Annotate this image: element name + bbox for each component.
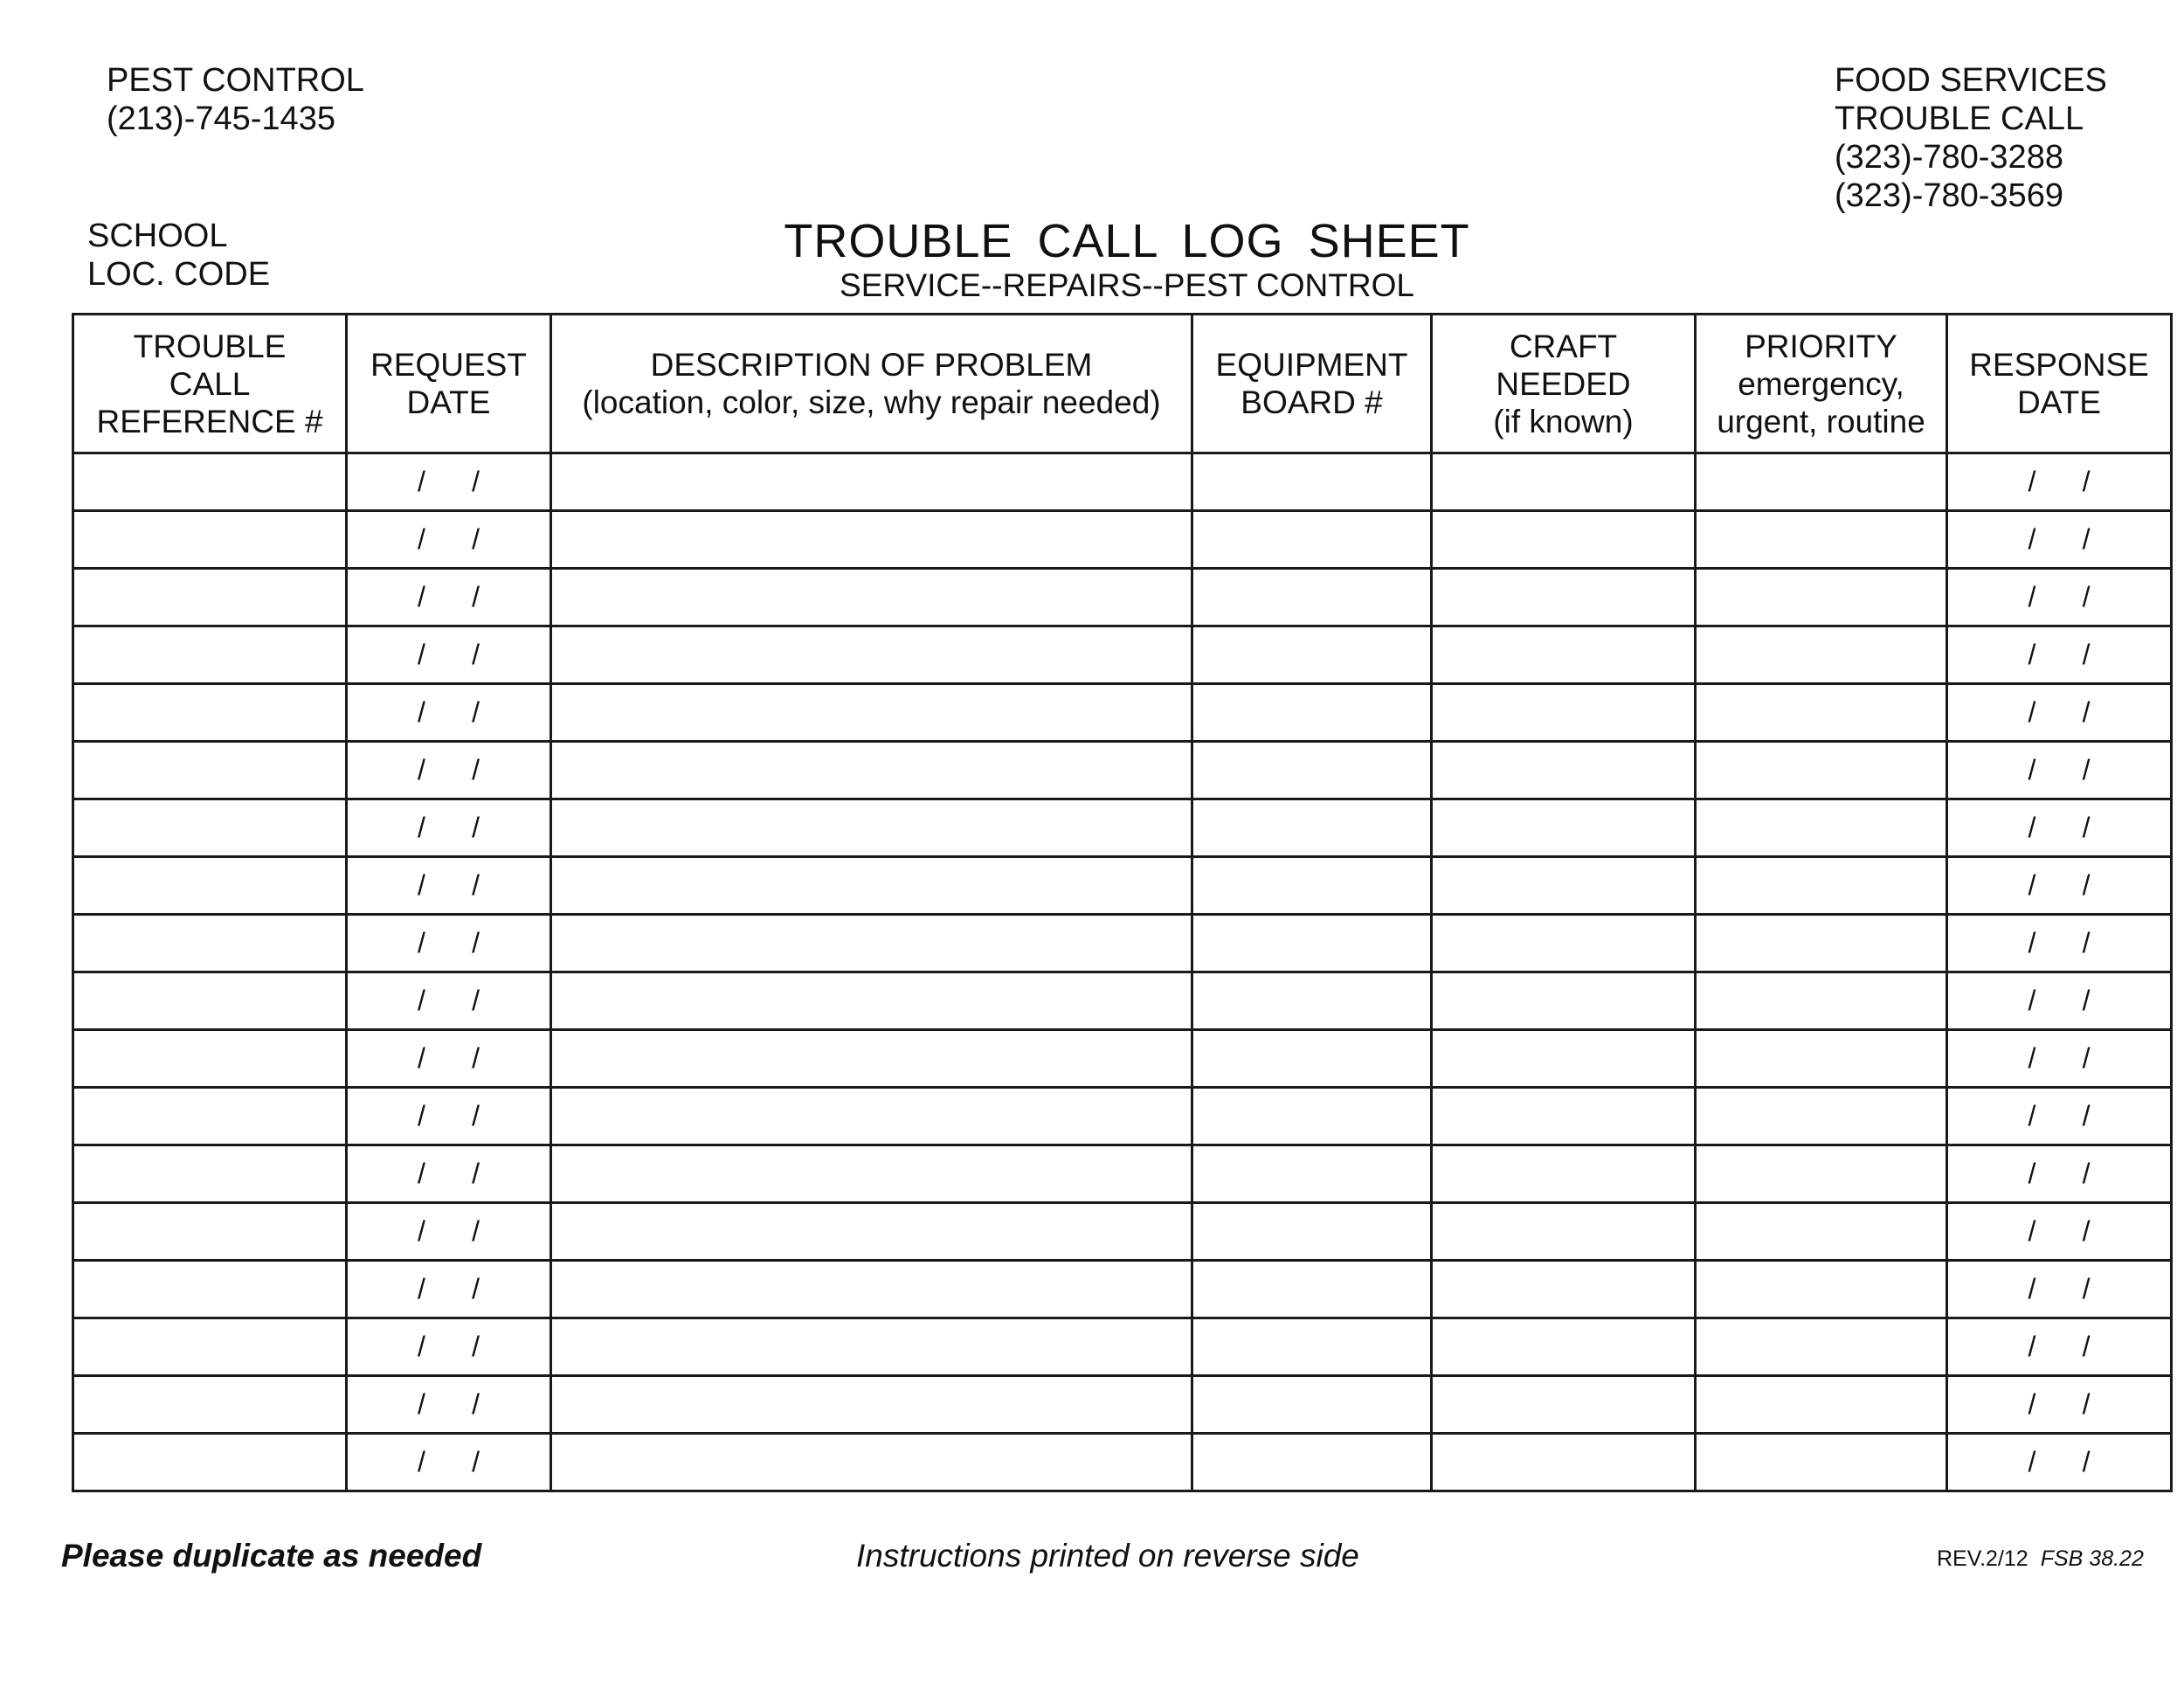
reference-cell[interactable]: [73, 1145, 347, 1203]
page-subtitle: SERVICE--REPAIRS--PEST CONTROL: [840, 267, 1414, 303]
description-cell[interactable]: [551, 742, 1192, 799]
date-slashes: / /: [417, 1158, 480, 1189]
reference-cell[interactable]: [73, 1203, 347, 1261]
priority-cell[interactable]: [1696, 511, 1947, 569]
table-row: [73, 1318, 2172, 1376]
response-date-cell[interactable]: [1947, 857, 2172, 915]
date-slashes: / /: [2028, 1331, 2091, 1362]
date-slashes: / /: [417, 754, 480, 785]
craft-needed-cell[interactable]: [1432, 569, 1696, 626]
log-table-body: [73, 453, 2172, 1491]
table-row: [73, 684, 2172, 742]
response-date-cell[interactable]: [1947, 1261, 2172, 1318]
description-cell[interactable]: [551, 1030, 1192, 1088]
date-slashes: / /: [2028, 1273, 2091, 1304]
equipment-board-cell[interactable]: [1192, 1088, 1432, 1145]
request-date-cell[interactable]: [347, 1318, 551, 1376]
table-row: [73, 1203, 2172, 1261]
column-header-line: DESCRIPTION OF PROBLEM: [650, 347, 1093, 383]
date-slashes: / /: [2028, 581, 2091, 612]
reference-cell[interactable]: [73, 684, 347, 742]
food-services-phone-1: (323)-780-3288: [1835, 139, 2063, 176]
table-row: [73, 1376, 2172, 1434]
response-date-cell[interactable]: [1947, 453, 2172, 511]
priority-cell[interactable]: [1696, 453, 1947, 511]
column-header-priority: [1696, 315, 1947, 453]
duplicate-note: Please duplicate as needed: [61, 1538, 482, 1574]
reference-cell[interactable]: [73, 569, 347, 626]
equipment-board-cell[interactable]: [1192, 1318, 1432, 1376]
craft-needed-cell[interactable]: [1432, 626, 1696, 684]
equipment-board-cell[interactable]: [1192, 915, 1432, 972]
description-cell[interactable]: [551, 1318, 1192, 1376]
response-date-cell[interactable]: [1947, 1203, 2172, 1261]
craft-needed-cell[interactable]: [1432, 1088, 1696, 1145]
column-header-line: PRIORITY: [1745, 328, 1897, 364]
table-row: [73, 972, 2172, 1030]
request-date-cell[interactable]: [347, 569, 551, 626]
craft-needed-cell[interactable]: [1432, 1434, 1696, 1491]
date-slashes: / /: [2028, 869, 2091, 901]
column-header-line: CRAFT: [1509, 328, 1618, 364]
table-row: [73, 1261, 2172, 1318]
priority-cell[interactable]: [1696, 1261, 1947, 1318]
request-date-cell[interactable]: [347, 1145, 551, 1203]
response-date-cell[interactable]: [1947, 511, 2172, 569]
request-date-cell[interactable]: [347, 1030, 551, 1088]
request-date-cell[interactable]: [347, 1261, 551, 1318]
table-row: [73, 742, 2172, 799]
equipment-board-cell[interactable]: [1192, 857, 1432, 915]
reference-cell[interactable]: [73, 915, 347, 972]
response-date-cell[interactable]: [1947, 626, 2172, 684]
date-slashes: / /: [417, 985, 480, 1016]
column-header-reference: [73, 315, 347, 453]
table-row: [73, 857, 2172, 915]
table-row: [73, 511, 2172, 569]
date-slashes: / /: [2028, 812, 2091, 843]
reference-cell[interactable]: [73, 1318, 347, 1376]
date-slashes: / /: [417, 696, 480, 728]
pest-control-label: PEST CONTROL: [107, 62, 364, 99]
date-slashes: / /: [2028, 1388, 2091, 1420]
description-cell[interactable]: [551, 453, 1192, 511]
table-row: [73, 569, 2172, 626]
date-slashes: / /: [417, 812, 480, 843]
response-date-cell[interactable]: [1947, 1376, 2172, 1434]
craft-needed-cell[interactable]: [1432, 1318, 1696, 1376]
date-slashes: / /: [417, 581, 480, 612]
column-header-line: DATE: [406, 384, 491, 420]
date-slashes: / /: [2028, 754, 2091, 785]
table-row: [73, 626, 2172, 684]
food-services-contact: [1835, 61, 2107, 215]
instructions-note: Instructions printed on reverse side: [856, 1538, 1359, 1574]
equipment-board-cell[interactable]: [1192, 626, 1432, 684]
date-slashes: / /: [417, 1042, 480, 1074]
craft-needed-cell[interactable]: [1432, 684, 1696, 742]
priority-cell[interactable]: [1696, 1203, 1947, 1261]
request-date-cell[interactable]: [347, 799, 551, 857]
reference-cell[interactable]: [73, 1261, 347, 1318]
priority-cell[interactable]: [1696, 915, 1947, 972]
table-row: [73, 1434, 2172, 1491]
column-header-line: RESPONSE: [1969, 347, 2149, 383]
craft-needed-cell[interactable]: [1432, 1261, 1696, 1318]
request-date-cell[interactable]: [347, 972, 551, 1030]
form-revision: [1937, 1546, 2144, 1572]
table-row: [73, 799, 2172, 857]
equipment-board-cell[interactable]: [1192, 1030, 1432, 1088]
priority-cell[interactable]: [1696, 742, 1947, 799]
column-header-line: TROUBLE: [133, 328, 287, 364]
request-date-cell[interactable]: [347, 453, 551, 511]
date-slashes: / /: [417, 1331, 480, 1362]
column-header-equipment-board: [1192, 315, 1432, 453]
equipment-board-cell[interactable]: [1192, 742, 1432, 799]
date-slashes: / /: [417, 466, 480, 497]
equipment-board-cell[interactable]: [1192, 1434, 1432, 1491]
column-header-request-date: [347, 315, 551, 453]
description-cell[interactable]: [551, 1261, 1192, 1318]
table-row: [73, 1088, 2172, 1145]
column-header-craft-needed: [1432, 315, 1696, 453]
reference-cell[interactable]: [73, 1434, 347, 1491]
date-slashes: / /: [2028, 1042, 2091, 1074]
reference-cell[interactable]: [73, 1030, 347, 1088]
craft-needed-cell[interactable]: [1432, 511, 1696, 569]
pest-control-contact: [107, 61, 364, 138]
priority-cell[interactable]: [1696, 684, 1947, 742]
date-slashes: / /: [2028, 1446, 2091, 1477]
pest-control-phone: (213)-745-1435: [107, 100, 335, 137]
date-slashes: / /: [417, 523, 480, 555]
date-slashes: / /: [2028, 927, 2091, 958]
revision-label: REV.2/12: [1937, 1546, 2028, 1571]
date-slashes: / /: [417, 1273, 480, 1304]
reference-cell[interactable]: [73, 1088, 347, 1145]
column-header-line: urgent, routine: [1717, 403, 1925, 439]
response-date-cell[interactable]: [1947, 972, 2172, 1030]
request-date-cell[interactable]: [347, 684, 551, 742]
column-header-line: EQUIPMENT: [1215, 347, 1408, 383]
column-header-line: (location, color, size, why repair needed): [582, 384, 1161, 420]
equipment-board-cell[interactable]: [1192, 453, 1432, 511]
response-date-cell[interactable]: [1947, 915, 2172, 972]
trouble-call-log-table: [72, 313, 2173, 1492]
column-header-line: (if known): [1493, 403, 1634, 439]
priority-cell[interactable]: [1696, 1434, 1947, 1491]
column-header-line: DATE: [2017, 384, 2101, 420]
school-label: SCHOOL: [87, 218, 228, 254]
response-date-cell[interactable]: [1947, 742, 2172, 799]
equipment-board-cell[interactable]: [1192, 972, 1432, 1030]
food-services-label: FOOD SERVICES: [1835, 62, 2107, 99]
description-cell[interactable]: [551, 569, 1192, 626]
response-date-cell[interactable]: [1947, 1318, 2172, 1376]
craft-needed-cell[interactable]: [1432, 1030, 1696, 1088]
response-date-cell[interactable]: [1947, 1145, 2172, 1203]
column-header-line: REFERENCE #: [96, 403, 323, 439]
date-slashes: / /: [2028, 1215, 2091, 1247]
page-title: [0, 215, 2184, 267]
date-slashes: / /: [417, 1446, 480, 1477]
column-header-description: [551, 315, 1192, 453]
request-date-cell[interactable]: [347, 1434, 551, 1491]
reference-cell[interactable]: [73, 453, 347, 511]
loc-code-label: LOC. CODE: [87, 256, 271, 293]
request-date-cell[interactable]: [347, 742, 551, 799]
date-slashes: / /: [2028, 1158, 2091, 1189]
priority-cell[interactable]: [1696, 1376, 1947, 1434]
craft-needed-cell[interactable]: [1432, 915, 1696, 972]
date-slashes: / /: [2028, 985, 2091, 1016]
equipment-board-cell[interactable]: [1192, 511, 1432, 569]
priority-cell[interactable]: [1696, 1318, 1947, 1376]
craft-needed-cell[interactable]: [1432, 453, 1696, 511]
date-slashes: / /: [2028, 466, 2091, 497]
reference-cell[interactable]: [73, 857, 347, 915]
date-slashes: / /: [417, 639, 480, 670]
food-services-trouble-call-label: TROUBLE CALL: [1835, 100, 2084, 137]
date-slashes: / /: [417, 1100, 480, 1131]
description-cell[interactable]: [551, 511, 1192, 569]
priority-cell[interactable]: [1696, 1030, 1947, 1088]
description-cell[interactable]: [551, 1203, 1192, 1261]
request-date-cell[interactable]: [347, 1376, 551, 1434]
description-cell[interactable]: [551, 972, 1192, 1030]
form-id-label: FSB 38.22: [2040, 1546, 2144, 1571]
response-date-cell[interactable]: [1947, 1088, 2172, 1145]
priority-cell[interactable]: [1696, 626, 1947, 684]
date-slashes: / /: [2028, 1100, 2091, 1131]
response-date-cell[interactable]: [1947, 684, 2172, 742]
description-cell[interactable]: [551, 799, 1192, 857]
response-date-cell[interactable]: [1947, 1030, 2172, 1088]
equipment-board-cell[interactable]: [1192, 1203, 1432, 1261]
table-header-row: [73, 315, 2172, 453]
column-header-line: NEEDED: [1496, 365, 1631, 402]
equipment-board-cell[interactable]: [1192, 1376, 1432, 1434]
request-date-cell[interactable]: [347, 915, 551, 972]
priority-cell[interactable]: [1696, 857, 1947, 915]
date-slashes: / /: [417, 927, 480, 958]
date-slashes: / /: [417, 1388, 480, 1420]
equipment-board-cell[interactable]: [1192, 569, 1432, 626]
description-cell[interactable]: [551, 1145, 1192, 1203]
reference-cell[interactable]: [73, 742, 347, 799]
response-date-cell[interactable]: [1947, 799, 2172, 857]
description-cell[interactable]: [551, 626, 1192, 684]
craft-needed-cell[interactable]: [1432, 857, 1696, 915]
column-header-response-date: [1947, 315, 2172, 453]
craft-needed-cell[interactable]: [1432, 1203, 1696, 1261]
priority-cell[interactable]: [1696, 799, 1947, 857]
equipment-board-cell[interactable]: [1192, 1145, 1432, 1203]
column-header-line: emergency,: [1738, 365, 1904, 402]
date-slashes: / /: [2028, 639, 2091, 670]
reference-cell[interactable]: [73, 1376, 347, 1434]
equipment-board-cell[interactable]: [1192, 799, 1432, 857]
request-date-cell[interactable]: [347, 626, 551, 684]
response-date-cell[interactable]: [1947, 1434, 2172, 1491]
reference-cell[interactable]: [73, 799, 347, 857]
priority-cell[interactable]: [1696, 569, 1947, 626]
date-slashes: / /: [417, 1215, 480, 1247]
table-row: [73, 1030, 2172, 1088]
description-cell[interactable]: [551, 915, 1192, 972]
equipment-board-cell[interactable]: [1192, 684, 1432, 742]
date-slashes: / /: [2028, 523, 2091, 555]
table-row: [73, 453, 2172, 511]
reference-cell[interactable]: [73, 972, 347, 1030]
craft-needed-cell[interactable]: [1432, 742, 1696, 799]
date-slashes: / /: [417, 869, 480, 901]
craft-needed-cell[interactable]: [1432, 972, 1696, 1030]
description-cell[interactable]: [551, 1376, 1192, 1434]
description-cell[interactable]: [551, 1434, 1192, 1491]
request-date-cell[interactable]: [347, 1203, 551, 1261]
priority-cell[interactable]: [1696, 1088, 1947, 1145]
reference-cell[interactable]: [73, 511, 347, 569]
column-header-line: CALL: [169, 365, 251, 402]
priority-cell[interactable]: [1696, 1145, 1947, 1203]
request-date-cell[interactable]: [347, 511, 551, 569]
response-date-cell[interactable]: [1947, 569, 2172, 626]
craft-needed-cell[interactable]: [1432, 1145, 1696, 1203]
table-row: [73, 1145, 2172, 1203]
priority-cell[interactable]: [1696, 972, 1947, 1030]
request-date-cell[interactable]: [347, 1088, 551, 1145]
reference-cell[interactable]: [73, 626, 347, 684]
food-services-phone-2: (323)-780-3569: [1835, 177, 2063, 214]
date-slashes: / /: [2028, 696, 2091, 728]
equipment-board-cell[interactable]: [1192, 1261, 1432, 1318]
page-title-text: TROUBLE CALL LOG SHEET: [784, 215, 1470, 267]
table-row: [73, 915, 2172, 972]
column-header-line: REQUEST: [370, 347, 527, 383]
description-cell[interactable]: [551, 684, 1192, 742]
request-date-cell[interactable]: [347, 857, 551, 915]
column-header-line: BOARD #: [1241, 384, 1383, 420]
description-cell[interactable]: [551, 857, 1192, 915]
craft-needed-cell[interactable]: [1432, 1376, 1696, 1434]
craft-needed-cell[interactable]: [1432, 799, 1696, 857]
description-cell[interactable]: [551, 1088, 1192, 1145]
